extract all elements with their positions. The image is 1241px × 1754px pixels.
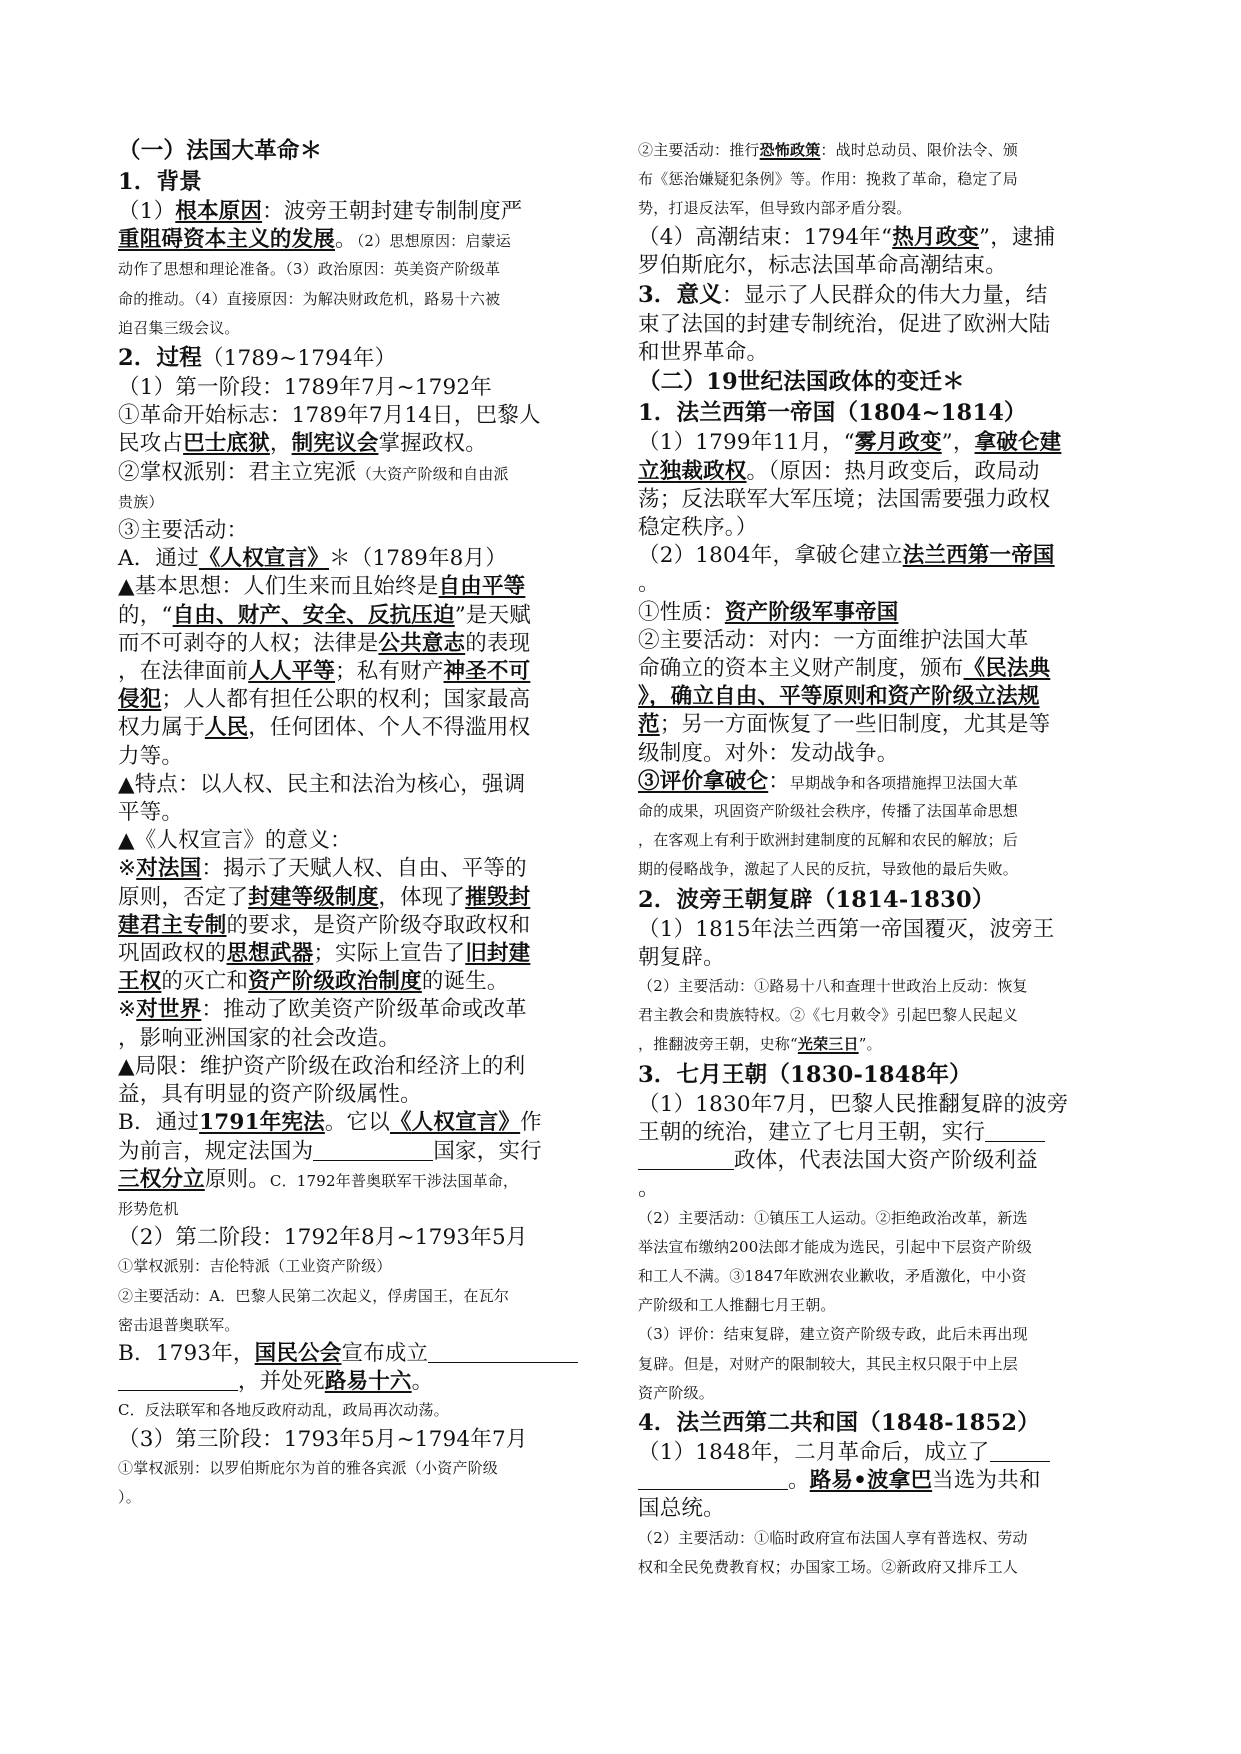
text-run: 荡；反法联军大军压境；法国需要强力政权 — [638, 486, 1051, 512]
text-run: （2）主要活动：①镇压工人运动。②拒绝政治改革，新选 — [638, 1208, 1028, 1227]
text-line — [638, 252, 1118, 280]
section-heading — [638, 367, 1118, 398]
text-run: 势，打退反法军，但导致内部矛盾分裂。 — [638, 199, 912, 218]
text-run: 动作了思想和理论准备。（3）政治原因：英美资产阶级革 — [118, 260, 501, 279]
section-heading — [638, 1408, 1118, 1439]
text-line — [118, 1368, 588, 1396]
text-run: B．通过 — [118, 1110, 200, 1136]
text-run: （4）高潮结束：1794年“ — [638, 224, 893, 250]
text-line — [118, 1109, 588, 1137]
text-run: ②主要活动：A．巴黎人民第二次起义，俘虏国王，在瓦尔 — [118, 1286, 510, 1305]
text-line — [118, 374, 588, 402]
text-run: ＊（1789年8月） — [329, 546, 507, 572]
text-line — [118, 602, 588, 630]
text-line — [638, 1379, 1118, 1408]
text-run: 权和全民免费教育权；办国家工场。②新政府又排斥工人 — [638, 1557, 1019, 1576]
text-line — [638, 224, 1118, 252]
text-line — [638, 1001, 1118, 1030]
text-line — [118, 517, 588, 545]
section-heading — [638, 1060, 1118, 1091]
text-run: 民攻占 — [118, 431, 184, 457]
text-run: 掌握政权。 — [378, 431, 487, 457]
text-run: 的表现 — [465, 630, 531, 656]
text-line — [638, 1553, 1118, 1582]
text-line — [638, 311, 1118, 339]
text-line — [118, 827, 588, 855]
text-line — [118, 459, 588, 488]
text-run: 力等。 — [118, 743, 184, 769]
text-line — [638, 570, 1118, 598]
text-line — [118, 1311, 588, 1340]
text-run: 资产阶级。 — [638, 1383, 715, 1402]
key-term: 自由平等 — [438, 574, 526, 600]
text-run: （2）思想原因：启蒙运 — [356, 232, 511, 251]
text-run: B．1793年， — [118, 1340, 255, 1366]
text-run: ，推翻波旁王朝，史称“ — [638, 1035, 798, 1054]
text-run: 命的成果，巩固资产阶级社会秩序，传播了法国革命思想 — [638, 802, 1019, 821]
text-run: ”，逮捕 — [979, 224, 1056, 250]
text-line — [638, 944, 1118, 972]
text-run: ※ — [118, 997, 137, 1023]
text-line — [638, 1320, 1118, 1349]
text-run: 。 — [335, 227, 357, 253]
text-run: 当选为共和 — [932, 1468, 1041, 1494]
text-line — [118, 630, 588, 658]
text-run: 稳定秩序。） — [638, 515, 758, 541]
text-run: 政体，代表法国大资产阶级利益 — [734, 1148, 1038, 1174]
text-line — [638, 1091, 1118, 1119]
text-run: 的诞生。 — [421, 969, 509, 995]
text-run: 而不可剥夺的人权；法律是 — [118, 630, 379, 656]
text-run: 巩固政权的 — [118, 941, 227, 967]
key-term: 拿破仑建 — [974, 430, 1062, 456]
text-run: （一）法国大革命＊ — [118, 138, 323, 164]
text-run: 宣布成立 — [341, 1340, 429, 1366]
text-line — [638, 1175, 1118, 1203]
fill-in-blank — [428, 1340, 578, 1363]
text-line — [118, 884, 588, 912]
text-line — [638, 542, 1118, 570]
text-line — [118, 1053, 588, 1081]
text-line — [118, 314, 588, 343]
text-run: 。（原因：热月政变后，政局动 — [746, 458, 1040, 484]
text-run: （2）第二阶段：1792年8月~1793年5月 — [118, 1225, 528, 1251]
text-run: 权力属于 — [118, 715, 205, 741]
text-run: （1）1815年法兰西第一帝国覆灭，波旁王 — [638, 916, 1055, 942]
text-line — [118, 226, 588, 255]
key-term: 范 — [638, 712, 660, 738]
text-run: 的要求，是资产阶级夺取政权和 — [226, 912, 531, 938]
text-run: ：显示了人民群众的伟大力量，结 — [721, 283, 1048, 309]
text-line — [118, 1025, 588, 1053]
fill-in-blank — [638, 1148, 734, 1171]
text-run: 的，“ — [118, 602, 173, 628]
key-term: 巴士底狱 — [183, 431, 270, 457]
text-run: C．反法联军和各地反政府动乱，政局再次动荡。 — [118, 1401, 449, 1420]
text-run: 原则。 — [204, 1166, 270, 1192]
key-term: 根本原因 — [175, 199, 263, 224]
text-run: （1）1799年11月，“ — [638, 430, 855, 456]
text-line — [118, 855, 588, 883]
text-run: ，任何团体、个人不得滥用权 — [248, 715, 531, 741]
text-run: ▲基本思想：人们生来而且始终是 — [118, 574, 439, 600]
text-line — [638, 916, 1118, 944]
text-run: 国总统。 — [638, 1496, 725, 1522]
text-run: ，影响亚洲国家的社会改造。 — [118, 1025, 401, 1051]
text-line — [118, 1340, 588, 1368]
text-run: （3）第三阶段：1793年5月~1794年7月 — [118, 1426, 528, 1452]
key-term: 路易十六 — [324, 1369, 412, 1395]
text-run: ①革命开始标志：1789年7月14日，巴黎人 — [118, 403, 541, 429]
key-term: ③评价拿破仑 — [638, 768, 769, 794]
text-run: 和世界革命。 — [638, 340, 769, 366]
text-line — [118, 968, 588, 996]
text-run: ；人人都有担任公职的权利；国家最高 — [161, 687, 531, 713]
text-line — [638, 429, 1118, 457]
text-run: 的灭亡和 — [161, 969, 249, 995]
text-line — [118, 1195, 588, 1224]
text-line — [638, 1467, 1118, 1495]
text-line — [638, 768, 1118, 797]
key-term: 封建等级制度 — [248, 884, 379, 910]
text-line — [638, 1350, 1118, 1379]
text-run: （1） — [118, 199, 176, 224]
text-line — [118, 1426, 588, 1454]
text-run: ）。 — [118, 1487, 141, 1506]
text-line — [638, 165, 1118, 194]
key-term: 《民法典 — [963, 656, 1051, 682]
text-line — [118, 402, 588, 430]
text-run: 复辟。但是，对财产的限制较大，其民主权只限于中上层 — [638, 1354, 1019, 1373]
text-run: ”， — [941, 430, 975, 456]
text-line — [638, 627, 1118, 655]
key-term: 对世界 — [136, 997, 202, 1023]
text-line — [638, 458, 1118, 486]
text-run: 命确立的资本主义财产制度，颁布 — [638, 656, 964, 682]
key-term: 人人平等 — [248, 659, 336, 685]
text-run: 期的侵略战争，激起了人民的反抗，导致他的最后失败。 — [638, 860, 1019, 879]
text-run: ，体现了 — [378, 884, 466, 910]
text-run: （1789~1794年） — [201, 346, 397, 372]
text-run: 2．过程 — [118, 345, 202, 372]
text-run: A．通过 — [118, 546, 199, 572]
text-run: 原则，否定了 — [118, 884, 249, 910]
text-line — [638, 1119, 1118, 1147]
text-run: 4．法兰西第二共和国（1848-1852） — [638, 1409, 1040, 1436]
text-line — [638, 339, 1118, 367]
text-line — [118, 771, 588, 799]
text-line — [638, 740, 1118, 768]
text-run: （1）第一阶段：1789年7月~1792年 — [118, 375, 493, 401]
text-run: （2）1804年，拿破仑建立 — [638, 543, 903, 569]
text-run: ：揭示了天赋人权、自由、平等的 — [201, 856, 527, 882]
text-line — [118, 1081, 588, 1109]
text-run: ”。 — [858, 1035, 882, 1054]
text-run: ： — [768, 768, 790, 794]
section-heading — [638, 885, 1118, 916]
key-term: 制宪议会 — [291, 431, 379, 457]
text-run: ；另一方面恢复了一些旧制度，尤其是等 — [659, 712, 1051, 738]
text-run: 为前言，规定法国为 — [118, 1138, 314, 1164]
text-run: 。 — [638, 1176, 660, 1202]
key-term: 公共意志 — [378, 630, 466, 656]
text-line — [118, 799, 588, 827]
key-term: 雾月政变 — [854, 430, 942, 456]
text-line — [638, 1262, 1118, 1291]
text-run: 产阶级和工人推翻七月王朝。 — [638, 1296, 836, 1315]
text-line — [118, 1224, 588, 1252]
key-term: 1791年宪法 — [199, 1110, 325, 1136]
text-run: （大资产阶级和自由派 — [356, 464, 509, 483]
text-line — [638, 194, 1118, 223]
text-run: 朝复辟。 — [638, 944, 725, 970]
key-term: 路易•波拿巴 — [809, 1468, 933, 1494]
text-run: （1）1830年7月，巴黎人民推翻复辟的波旁 — [638, 1091, 1069, 1117]
text-line — [118, 912, 588, 940]
text-run: ▲局限：维护资产阶级在政治和经济上的利 — [118, 1053, 526, 1079]
key-term: 人民 — [204, 715, 249, 741]
text-line — [118, 255, 588, 284]
text-line — [118, 658, 588, 686]
text-run: ”是天赋 — [454, 602, 531, 628]
text-run: ①性质： — [638, 599, 725, 625]
text-line — [118, 285, 588, 314]
text-line — [118, 1483, 588, 1512]
text-run: 王朝的统治，建立了七月王朝，实行 — [638, 1119, 986, 1145]
text-run: 举法宣布缴纳200法郎才能成为选民，引起中下层资产阶级 — [638, 1237, 1033, 1256]
key-term: 《人权宣言》 — [198, 546, 330, 572]
text-line — [118, 1396, 588, 1425]
text-run: ▲特点：以人权、民主和法治为核心，强调 — [118, 771, 526, 797]
text-run: ；私有财产 — [335, 659, 444, 685]
text-line — [638, 655, 1118, 683]
text-run: ③主要活动： — [118, 518, 249, 544]
text-run: 密击退普奥联军。 — [118, 1315, 240, 1334]
section-heading — [638, 280, 1118, 311]
key-term: 神圣不可 — [443, 659, 531, 685]
text-run: 作 — [520, 1110, 542, 1136]
text-run: （3）评价：结束复辟，建立资产阶级专政，此后未再出现 — [638, 1325, 1028, 1344]
text-run: C．1792年普奥联军干涉法国革命， — [269, 1171, 519, 1190]
text-line — [118, 743, 588, 771]
key-term: 摧毁封 — [465, 884, 531, 910]
text-run: 束了法国的封建专制统治，促进了欧洲大陆 — [638, 312, 1051, 338]
text-line — [638, 711, 1118, 739]
text-run: （2）主要活动：①临时政府宣布法国人享有普选权、劳动 — [638, 1528, 1028, 1547]
text-line — [638, 826, 1118, 855]
text-line — [638, 855, 1118, 884]
text-line — [118, 198, 588, 226]
key-term: 立独裁政权 — [638, 458, 747, 484]
key-term: 王权 — [118, 969, 162, 995]
text-line — [118, 573, 588, 601]
text-run: 3．意义 — [638, 282, 722, 309]
key-term: 国民公会 — [254, 1340, 342, 1366]
text-run: 1．法兰西第一帝国（1804~1814） — [638, 400, 1027, 427]
text-run: 1．背景 — [118, 169, 202, 195]
text-run: 益，具有明显的资产阶级属性。 — [118, 1082, 422, 1108]
text-run: 。 — [638, 571, 660, 597]
key-term: 恐怖政策 — [759, 141, 821, 159]
text-line — [118, 488, 588, 517]
key-term: 侵犯 — [118, 687, 162, 713]
text-line — [638, 1030, 1118, 1059]
text-line — [638, 1233, 1118, 1262]
text-line — [638, 797, 1118, 826]
text-line — [638, 1439, 1118, 1467]
text-line — [638, 514, 1118, 542]
text-run: 罗伯斯庇尔，标志法国革命高潮结束。 — [638, 252, 1007, 278]
text-run: 。 — [788, 1468, 810, 1494]
text-run: ※ — [118, 856, 137, 882]
text-run: 。 — [411, 1369, 434, 1395]
text-run: ②主要活动：推行 — [638, 141, 760, 159]
text-line — [118, 686, 588, 714]
text-run: 国家，实行 — [433, 1138, 542, 1164]
text-run: （1）1848年，二月革命后，成立了 — [638, 1439, 990, 1465]
key-term: 《人权宣言》 — [389, 1110, 521, 1136]
text-run: 级制度。对外：发动战争。 — [638, 740, 899, 766]
text-line — [638, 1147, 1118, 1175]
text-run: 君主教会和贵族特权。②《七月敕令》引起巴黎人民起义 — [638, 1006, 1019, 1025]
text-line — [118, 1282, 588, 1311]
text-line — [118, 545, 588, 573]
key-term: 资产阶级军事帝国 — [724, 599, 899, 625]
text-run: 平等。 — [118, 800, 184, 826]
key-term: 重阻碍资本主义的发展 — [118, 227, 336, 253]
text-run: ， — [269, 431, 292, 457]
text-run: ：战时总动员、限价法令、颁 — [820, 141, 1019, 159]
key-term: 建君主专制 — [118, 912, 227, 938]
text-run: 早期战争和各项措施捍卫法国大革 — [789, 773, 1018, 792]
text-run: ，在客观上有利于欧洲封建制度的瓦解和农民的解放；后 — [638, 831, 1019, 850]
text-line — [638, 486, 1118, 514]
key-term: 三权分立 — [118, 1166, 205, 1192]
text-run: ▲《人权宣言》的意义： — [118, 828, 352, 854]
text-run: ：波旁王朝封建专制制度严 — [262, 199, 523, 224]
fill-in-blank — [118, 1369, 238, 1392]
text-run: ；实际上宣告了 — [313, 941, 466, 967]
fill-in-blank — [638, 1468, 788, 1491]
text-line — [118, 1252, 588, 1281]
text-run: （二）19世纪法国政体的变迁＊ — [638, 369, 965, 396]
text-run: ①掌权派别：吉伦特派（工业资产阶级） — [118, 1257, 392, 1276]
text-line — [118, 1166, 588, 1195]
key-term: 热月政变 — [892, 224, 979, 250]
text-line — [638, 683, 1118, 711]
fill-in-blank — [985, 1119, 1045, 1142]
right-column — [638, 136, 1118, 1582]
text-line — [118, 1454, 588, 1483]
key-term: 对法国 — [136, 856, 202, 882]
section-heading — [638, 398, 1118, 429]
text-run: ②掌权派别：君主立宪派 — [118, 459, 357, 485]
text-run: ：推动了欧美资产阶级革命或改革 — [201, 997, 527, 1023]
text-line — [638, 1495, 1118, 1523]
text-run: ②主要活动：对内：一方面维护法国大革 — [638, 627, 1029, 653]
text-run: （2）主要活动：①路易十八和查理十世政治上反动：恢复 — [638, 977, 1028, 996]
key-term: 》，确立自由、平等原则和资产阶级立法规 — [638, 684, 1040, 710]
left-column — [118, 136, 588, 1512]
key-term: 光荣三日 — [797, 1035, 859, 1054]
text-run: ①掌权派别：以罗伯斯庇尔为首的雅各宾派（小资产阶级 — [118, 1458, 499, 1477]
text-line — [118, 940, 588, 968]
key-term: 法兰西第一帝国 — [902, 543, 1055, 569]
text-run: 布《惩治嫌疑犯条例》等。作用：挽救了革命，稳定了局 — [638, 170, 1019, 189]
text-line — [638, 972, 1118, 1001]
text-line — [638, 136, 1118, 165]
text-line — [638, 1291, 1118, 1320]
text-run: 贵族） — [118, 492, 164, 511]
text-run: 和工人不满。③1847年欧洲农业歉收，矛盾激化，中小资 — [638, 1266, 1027, 1285]
text-run: 形势危机 — [118, 1199, 179, 1218]
key-term: 思想武器 — [226, 941, 314, 967]
key-term: 资产阶级政治制度 — [248, 969, 422, 995]
text-line — [118, 996, 588, 1024]
text-run: ，并处死 — [238, 1369, 325, 1395]
section-heading — [118, 167, 588, 198]
text-line — [638, 1524, 1118, 1553]
fill-in-blank — [313, 1138, 433, 1161]
text-run: ，在法律面前 — [118, 659, 249, 685]
text-line — [118, 714, 588, 742]
text-line — [638, 599, 1118, 627]
fill-in-blank — [990, 1439, 1050, 1462]
text-run: 迫召集三级会议。 — [118, 318, 240, 337]
text-run: 2．波旁王朝复辟（1814-1830） — [638, 886, 995, 913]
key-term: 自由、财产、安全、反抗压迫 — [172, 602, 455, 628]
text-line — [118, 430, 588, 458]
text-line — [638, 1204, 1118, 1233]
text-run: 。它以 — [324, 1110, 390, 1136]
section-heading — [118, 343, 588, 374]
text-run: 命的推动。（4）直接原因：为解决财政危机，路易十六被 — [118, 289, 501, 308]
key-term: 旧封建 — [465, 941, 531, 967]
section-heading — [118, 136, 588, 167]
text-line — [118, 1138, 588, 1166]
text-run: 3．七月王朝（1830-1848年） — [638, 1061, 972, 1088]
